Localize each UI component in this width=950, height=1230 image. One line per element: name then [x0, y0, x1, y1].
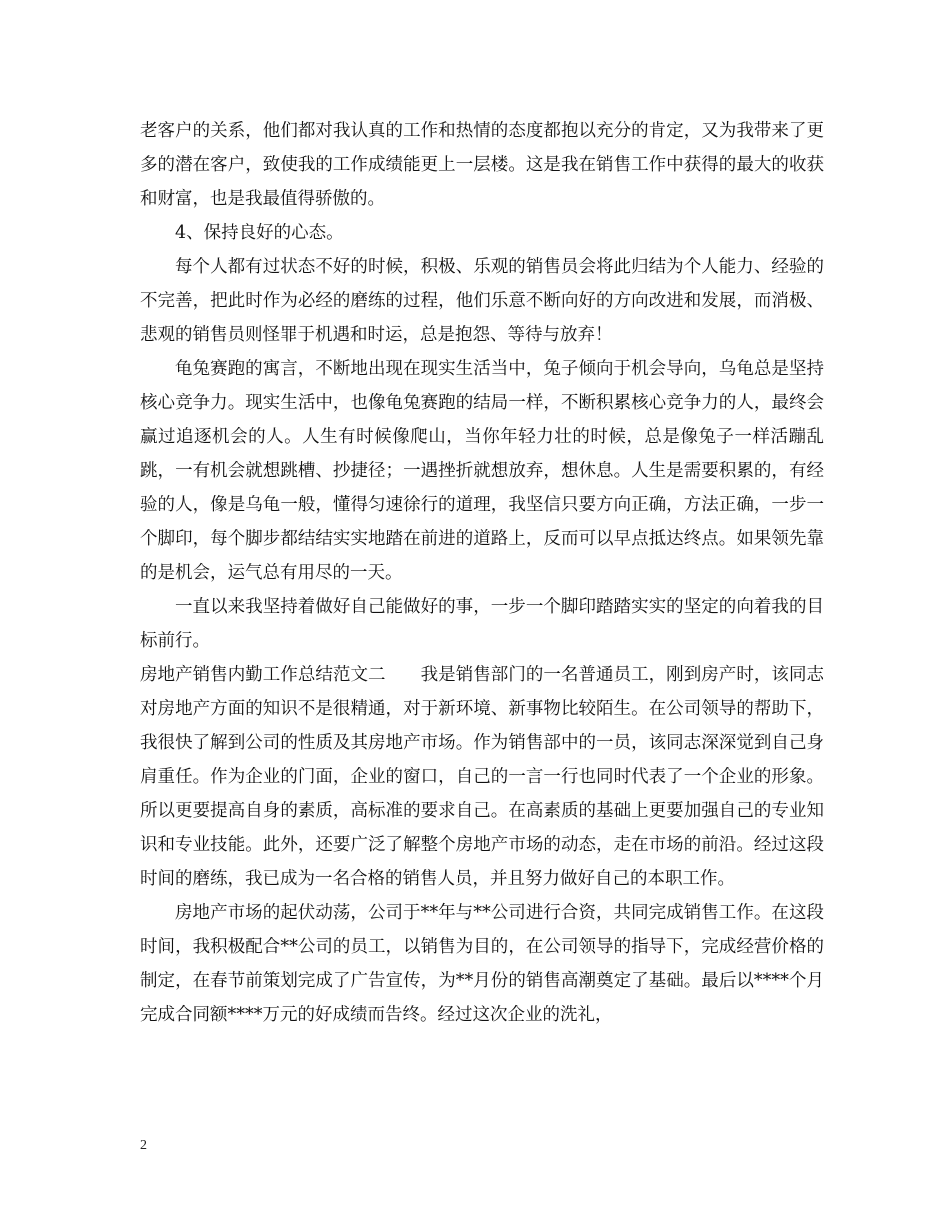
document-body: [140, 114, 824, 1032]
subheading-good-attitude: 4、保持良好的心态。: [175, 223, 344, 243]
section-two: [140, 658, 824, 896]
paragraph-tortoise-hare: 龟兔赛跑的寓言，不断地出现在现实生活当中，兔子倾向于机会导向，乌龟总是坚持核心竞争力。现实生活中，也像龟兔赛跑的结局一样，不断积累核心竞争力的人，最终会赢过追逐机会的人。人生有时候像爬山，当你年轻力壮的时候，总是像兔子一样活蹦乱跳，一有机会就想跳槽、抄捷径；一遇挫折就想放弃，想休息。人生是需要积累的，有经验的人，像是乌龟一般，懂得匀速徐行的道理，我坚信只要方向正确，方法正确，一步一个脚印，每个脚步都结结实实地踏在前进的道路上，反而可以早点抵达终点。如果领先靠的是机会，运气总有用尽的一天。: [140, 359, 824, 583]
page-number: 2: [140, 1138, 147, 1153]
paragraph-goal: 一直以来我坚持着做好自己能做好的事，一步一个脚印踏踏实实的坚定的向着我的目标前行。: [140, 597, 824, 651]
paragraph-attitude: 每个人都有过状态不好的时候，积极、乐观的销售员会将此归结为个人能力、经验的不完善，把此时作为必经的磨练的过程，他们乐意不断向好的方向改进和发展，而消极、悲观的销售员则怪罪于机遇和时运，总是抱怨、等待与放弃！: [140, 257, 824, 345]
section-first-paragraph: 我是销售部门的一名普通员工，刚到房产时，该同志对房地产方面的知识不是很精通，对于新环境、新事物比较陌生。在公司领导的帮助下，我很快了解到公司的性质及其房地产市场。作为销售部中的一员，该同志深深觉到自己身肩重任。作为企业的门面，企业的窗口，自己的一言一行也同时代表了一个企业的形象。所以更要提高自身的素质，高标准的要求自己。在高素质的基础上更要加强自己的专业知识和专业技能。此外，还要广泛了解整个房地产市场的动态，走在市场的前沿。经过这段时间的磨练，我已成为一名合格的销售人员，并且努力做好自己的本职工作。: [140, 665, 825, 889]
section-title: 房地产销售内勤工作总结范文二: [140, 665, 386, 685]
paragraph-continuation: 老客户的关系，他们都对我认真的工作和热情的态度都抱以充分的肯定，又为我带来了更多的潜在客户，致使我的工作成绩能更上一层楼。这是我在销售工作中获得的最大的收获和财富，也是我最值得骄傲的。: [140, 121, 824, 209]
paragraph-joint-venture: 房地产市场的起伏动荡，公司于**年与**公司进行合资，共同完成销售工作。在这段时间，我积极配合**公司的员工，以销售为目的，在公司领导的指导下，完成经营价格的制定，在春节前策划完成了广告宣传，为**月份的销售高潮奠定了基础。最后以****个月完成合同额****万元的好成绩而告终。经过这次企业的洗礼，: [140, 903, 824, 1025]
